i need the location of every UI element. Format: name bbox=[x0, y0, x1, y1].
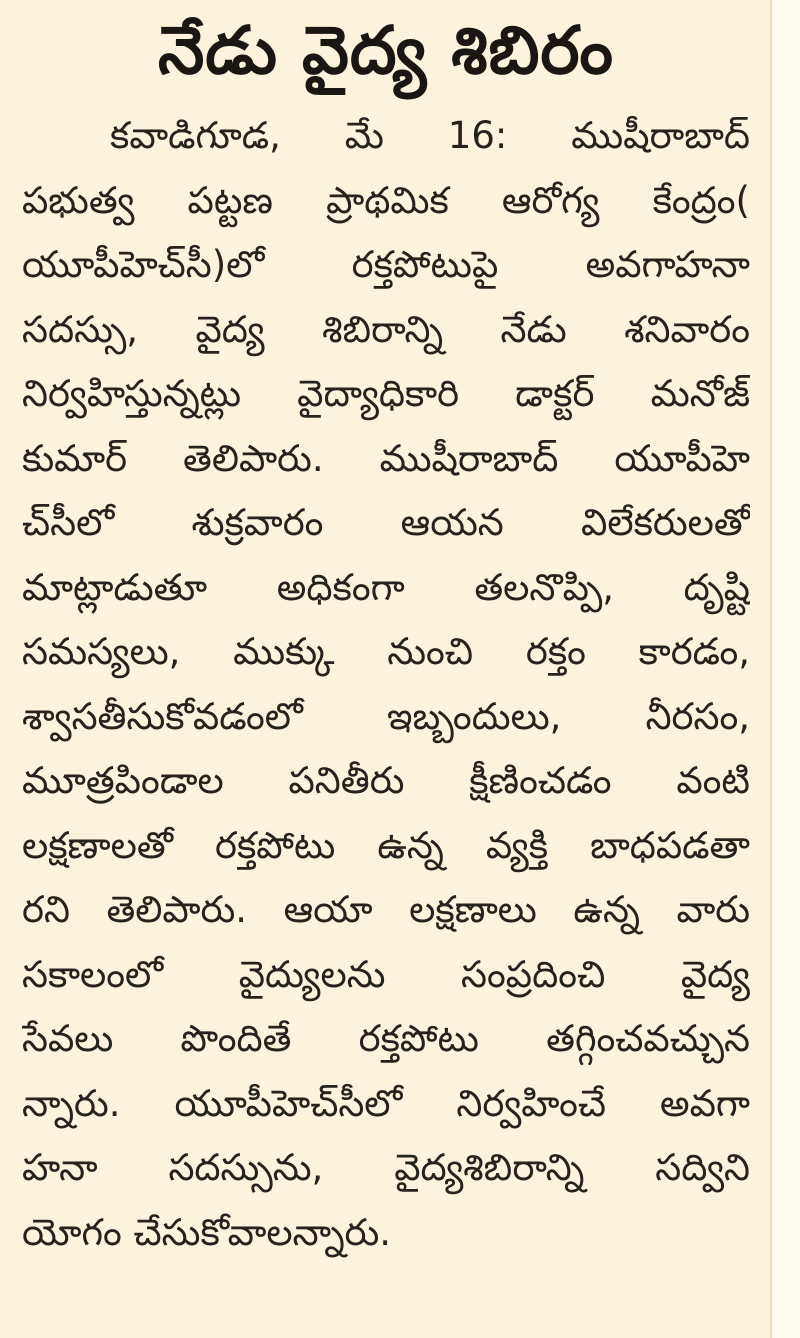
article-line: లక్షణాలతో రక్తపోటు ఉన్న వ్యక్తి బాధపడతా bbox=[22, 823, 750, 867]
article-line: నిర్వహిస్తున్నట్లు వైద్యాధికారి డాక్టర్ మనోజ్ bbox=[22, 372, 750, 415]
article-line: సేవలు పొందితే రక్తపోటు తగ్గించవచ్చున bbox=[22, 1017, 750, 1060]
article-line: సమస్యలు, ముక్కు నుంచి రక్తం కారడం, bbox=[22, 630, 750, 673]
article-line: సకాలంలో వైద్యులను సంప్రదించి వైద్య bbox=[22, 952, 750, 996]
article-line: న్నారు. యూపీహెచ్‌సీలో నిర్వహించే అవగా bbox=[22, 1081, 750, 1125]
article-line: యూపీహెచ్‌సీ)లో రక్తపోటుపై అవగాహనా bbox=[22, 243, 750, 286]
article-line: హనా సదస్సును, వైద్యశిబిరాన్ని సద్విని bbox=[22, 1146, 750, 1189]
article-line: యోగం చేసుకోవాలన్నారు. bbox=[22, 1210, 392, 1254]
article-line: కవాడిగూడ, మే 16: ముషీరాబాద్ bbox=[110, 114, 750, 157]
page-margin bbox=[772, 0, 800, 1338]
article-line: మాట్లాడుతూ అధికంగా తలనొప్పి, దృష్టి bbox=[22, 565, 750, 609]
article-line: శ్వాసతీసుకోవడంలో ఇబ్బందులు, నీరసం, bbox=[22, 694, 750, 738]
article-line: కుమార్ తెలిపారు. ముషీరాబాద్ యూపీహె bbox=[22, 436, 750, 480]
article-line: పభుత్వ పట్టణ ప్రాథమిక ఆరోగ్య కేంద్రం( bbox=[22, 178, 750, 222]
article-body bbox=[22, 104, 750, 1265]
article-line: చ్‌సీలో శుక్రవారం ఆయన విలేకరులతో bbox=[22, 501, 750, 544]
article-line: మూత్రపిండాల పనితీరు క్షీణించడం వంటి bbox=[22, 759, 750, 802]
headline: నేడు వైద్య శిబిరం bbox=[157, 12, 615, 89]
article-line: సదస్సు, వైద్య శిబిరాన్ని నేడు శనివారం bbox=[22, 307, 750, 351]
article-line: రని తెలిపారు. ఆయా లక్షణాలు ఉన్న వారు bbox=[22, 888, 750, 931]
